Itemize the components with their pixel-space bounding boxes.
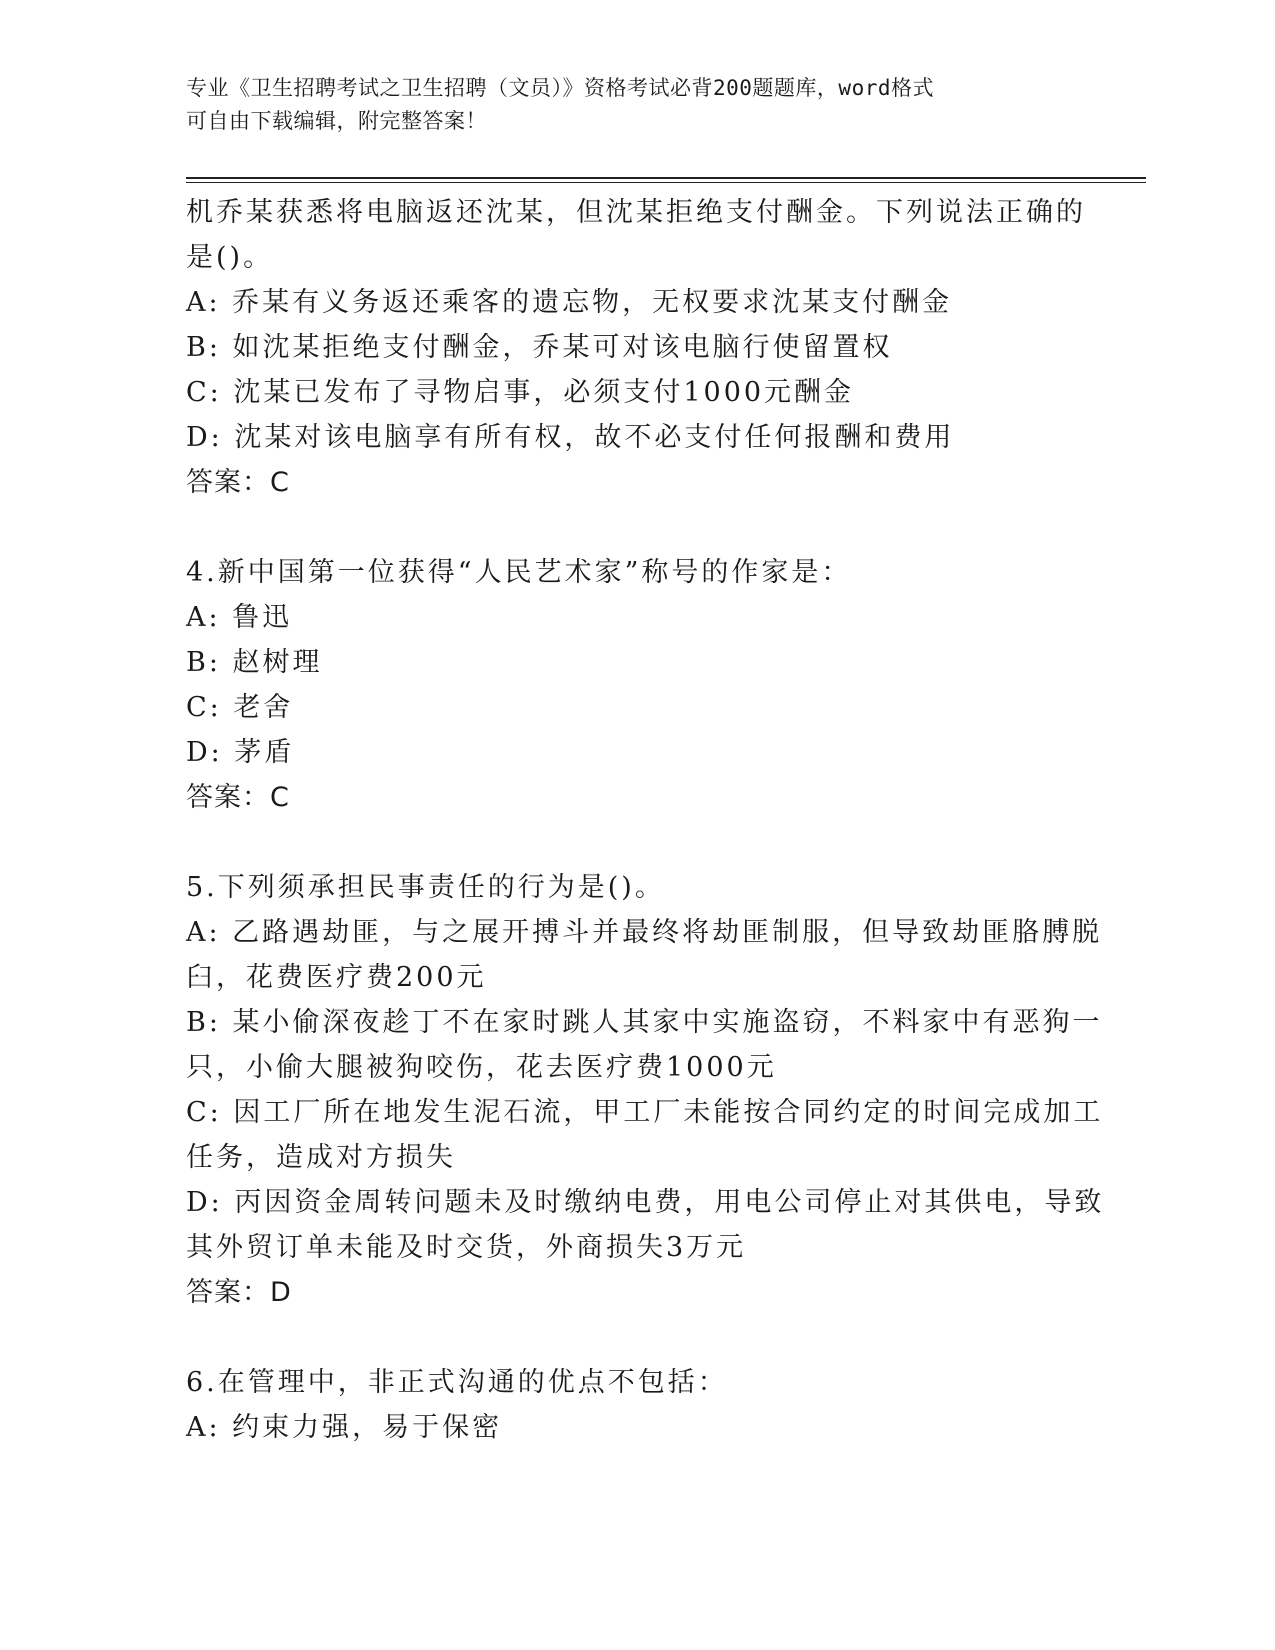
- option-a: A: 乔某有义务返还乘客的遗忘物，无权要求沈某支付酬金: [186, 287, 953, 318]
- option-b-continuation: 只，小偷大腿被狗咬伤，花去医疗费1000元: [186, 1052, 777, 1083]
- spacer: [186, 1315, 1076, 1360]
- question-stem: 4.新中国第一位获得“人民艺术家”称号的作家是：: [186, 557, 852, 588]
- option-d-continuation: 其外贸订单未能及时交货，外商损失3万元: [186, 1232, 747, 1263]
- option-d: D: 茅盾: [186, 737, 295, 768]
- option-a: A: 鲁迅: [186, 602, 293, 633]
- option-c: C: 沈某已发布了寻物启事，必须支付1000元酬金: [186, 377, 855, 408]
- question-stem-continuation: 是()。: [186, 242, 274, 273]
- option-a-continuation: 臼，花费医疗费200元: [186, 962, 487, 993]
- answer: 答案：D: [186, 1277, 292, 1308]
- header-title-line-1: 专业《卫生招聘考试之卫生招聘（文员）》资格考试必背200题题库，word格式: [186, 76, 934, 100]
- answer: 答案：C: [186, 782, 290, 813]
- question-5: [186, 865, 1105, 1315]
- document-header: [186, 72, 1066, 138]
- question-stem: 6.在管理中，非正式沟通的优点不包括：: [186, 1367, 728, 1398]
- option-c-continuation: 任务，造成对方损失: [186, 1142, 456, 1173]
- option-b: B: 赵树理: [186, 647, 323, 678]
- option-a: A: 约束力强，易于保密: [186, 1412, 503, 1443]
- header-rule-thin: [186, 182, 1146, 183]
- question-stem: 5.下列须承担民事责任的行为是()。: [186, 872, 665, 903]
- option-d: D: 沈某对该电脑享有所有权，故不必支付任何报酬和费用: [186, 422, 955, 453]
- option-a: A: 乙路遇劫匪，与之展开搏斗并最终将劫匪制服，但导致劫匪胳膊脱: [186, 917, 1103, 948]
- question-4: [186, 550, 1076, 820]
- option-c: C: 老舍: [186, 692, 294, 723]
- question-6: [186, 1360, 1076, 1450]
- question-list: [186, 190, 1105, 1450]
- question-3: [186, 190, 1086, 505]
- option-b: B: 如沈某拒绝支付酬金，乔某可对该电脑行使留置权: [186, 332, 893, 363]
- header-title-line-2: 可自由下载编辑，附完整答案！: [186, 109, 487, 133]
- spacer: [186, 820, 1076, 865]
- spacer: [186, 505, 1076, 550]
- answer: 答案：C: [186, 467, 290, 498]
- header-rule-thick: [186, 177, 1146, 179]
- question-stem-continuation: 机乔某获悉将电脑返还沈某，但沈某拒绝支付酬金。下列说法正确的: [186, 197, 1086, 228]
- option-d: D: 丙因资金周转问题未及时缴纳电费，用电公司停止对其供电，导致: [186, 1187, 1105, 1218]
- option-c: C: 因工厂所在地发生泥石流，甲工厂未能按合同约定的时间完成加工: [186, 1097, 1104, 1128]
- option-b: B: 某小偷深夜趁丁不在家时跳人其家中实施盗窃，不料家中有恶狗一: [186, 1007, 1103, 1038]
